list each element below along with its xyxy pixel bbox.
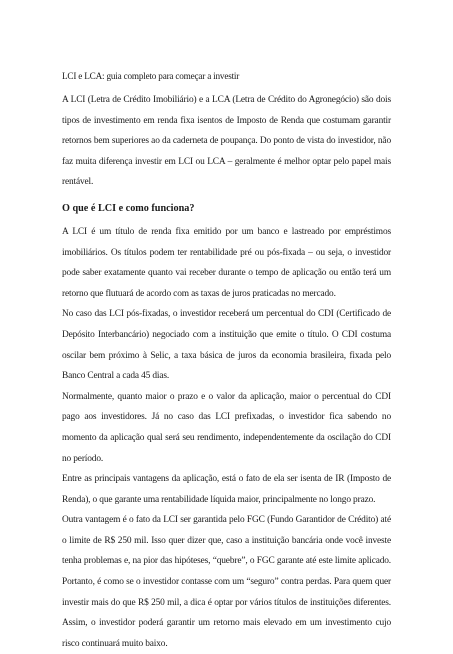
body-paragraph: No caso das LCI pós-fixadas, o investidor receberá um percentual do CDI (Certificado de Depósito Interbancário) negociado com a instituição que emite o título. O CDI costuma oscilar bem próximo à Selic, a taxa básica de juros da economia brasileira, fixada pelo Banco Central a cada 45 dias. (62, 309, 391, 382)
body-paragraph: A LCI é um título de renda fixa emitido por um banco e lastreado por empréstimos imobiliários. Os títulos podem ter rentabilidade pré ou pós-fixada – ou seja, o investidor pode saber exatamente quanto vai receber durante o tempo de aplicação ou então terá um retorno que flutuará de acordo com as taxas de juros praticadas no mercado. (62, 226, 391, 299)
body-paragraph: Entre as principais vantagens da aplicação, está o fato de ela ser isenta de IR (Imposto de Renda), o que garante uma rentabilidade líquida maior, principalmente no longo prazo. (62, 474, 391, 505)
intro-paragraph: A LCI (Letra de Crédito Imobiliário) e a LCA (Letra de Crédito do Agronegócio) são dois tipos de investimento em renda fixa isentos de Imposto de Renda que costumam garantir retornos bem superiores ao da caderneta de poupança. Do ponto de vista do investidor, não faz muita diferença investir em LCI ou LCA – geralmente é melhor optar pelo papel mais rentável. (62, 95, 391, 188)
section-heading: O que é LCI e como funciona? (62, 202, 195, 214)
body-paragraph: Normalmente, quanto maior o prazo e o valor da aplicação, maior o percentual do CDI pago aos investidores. Já no caso das LCI prefixadas, o investidor fica sabendo no momento da aplicação qual será seu rendimento, independentemente da oscilação do CDI no período. (62, 391, 391, 464)
document-title: LCI e LCA: guia completo para começar a investir (62, 71, 240, 81)
body-paragraph: Outra vantagem é o fato da LCI ser garantida pelo FGC (Fundo Garantidor de Crédito) até o limite de R$ 250 mil. Isso quer dizer que, caso a instituição bancária onde você investe tenha problemas e, na pior das hipóteses, “quebre”, o FGC garante até este limite aplicado. Portanto, é como se o investidor contasse com um “seguro” contra perdas. Para quem quer investir mais do que R$ 250 mil, a dica é optar por vários títulos de instituições diferentes. Assim, o investidor poderá garantir um retorno mais elevado em um investimento cujo risco continuará muito baixo. (62, 515, 391, 649)
